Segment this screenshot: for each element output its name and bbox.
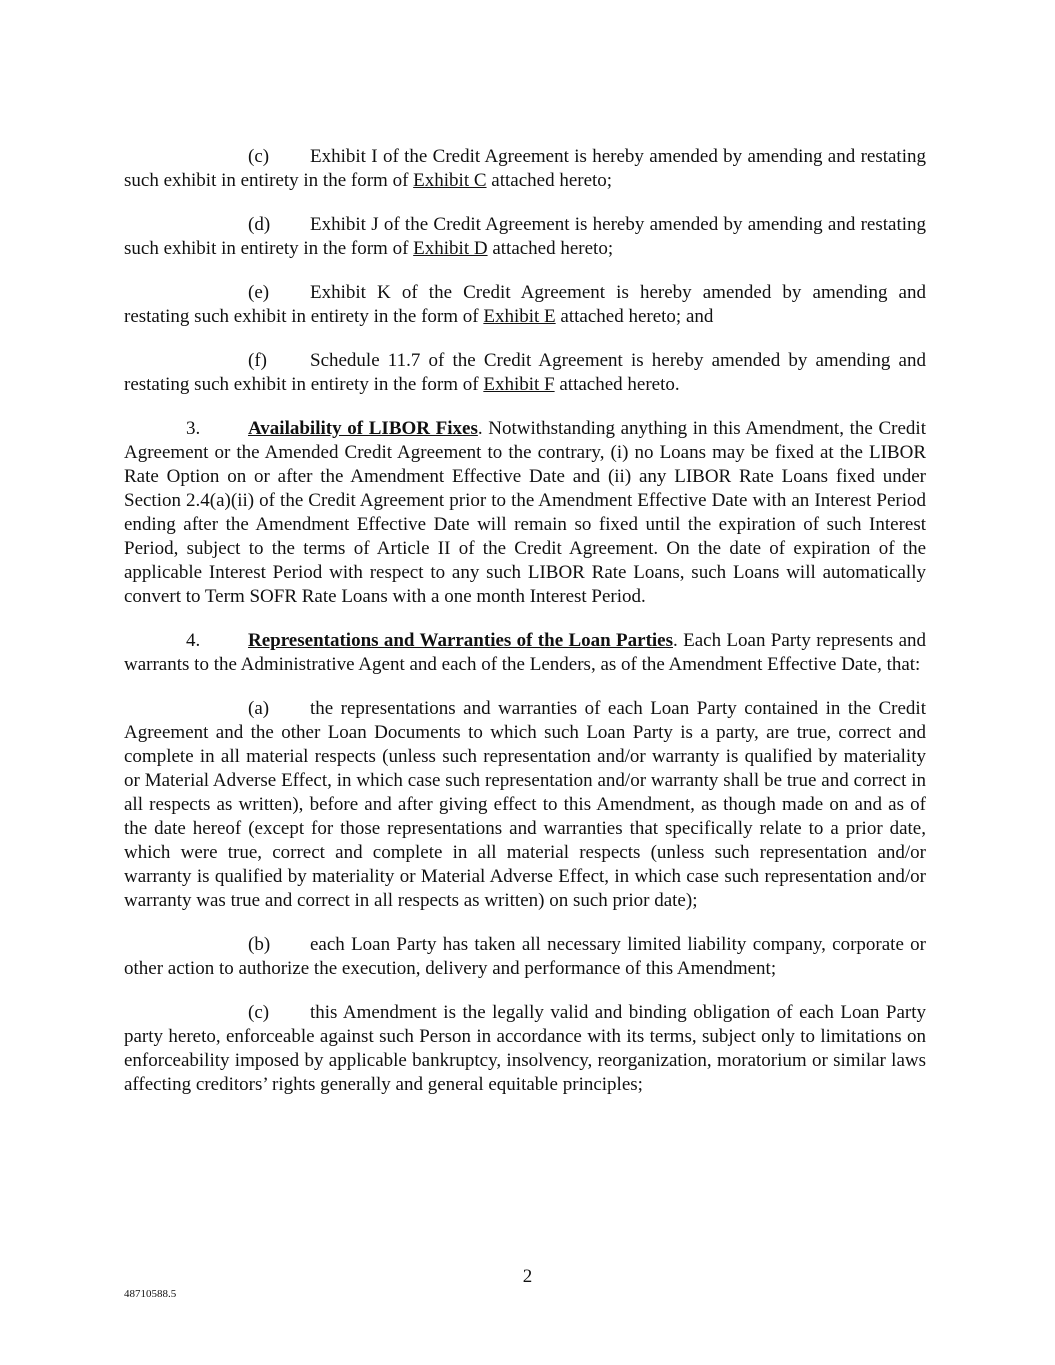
section-text: Each Loan Party represents and warrants to the Administrative Agent and each of the Lenders, as of the Amendment Effective Date, that: [124,630,926,675]
document-body [124,145,926,1117]
section-heading-punct: . [477,418,483,439]
paragraph-text-end: attached hereto; and [555,306,714,327]
paragraph-label: (c) [248,146,270,167]
paragraph-rep-c [124,1001,926,1097]
paragraph-text-end: attached hereto; [487,238,614,259]
section-heading-punct: . [673,630,678,651]
paragraph-label: (b) [248,934,271,955]
paragraph-f-schedule [124,349,926,397]
section-number: 3. [186,418,201,439]
section-heading: Availability of LIBOR Fixes [248,418,478,439]
paragraph-rep-b [124,933,926,981]
paragraph-d-exhibit-j [124,213,926,261]
paragraph-text: Exhibit K of the Credit Agreement is hereby amended by amending and restating such exhibit in entirety in the form of [124,282,926,327]
document-id: 48710588.5 [124,1288,177,1300]
paragraph-text: the representations and warranties of each Loan Party contained in the Credit Agreement and the other Loan Documents to which such Loan Party is a party, are true, correct and complete in all material respects (unless such representation and/or warranty is qualified by materiality or Material Adverse Effect, in which case such representation and/or warranty shall be true and correct in all respects as written), before and after giving effect to this Amendment, as though made on and as of the date hereof (except for those representations and warranties that specifically relate to a prior date, which were true, correct and complete in all material respects (unless such representation and/or warranty is qualified by materiality or Material Adverse Effect, in which case such representation and/or warranty was true and correct in all respects as written) on such prior date); [124,698,926,911]
section-4-representations [124,629,926,677]
page-number: 2 [522,1266,533,1287]
exhibit-reference: Exhibit D [413,238,488,259]
paragraph-label: (d) [248,214,271,235]
paragraph-text: Exhibit I of the Credit Agreement is hereby amended by amending and restating such exhibit in entirety in the form of [124,146,926,191]
paragraph-label: (a) [248,698,270,719]
paragraph-label: (e) [248,282,270,303]
exhibit-reference: Exhibit E [483,306,556,327]
paragraph-text-end: attached hereto. [554,374,680,395]
section-heading: Representations and Warranties of the Loan Parties [248,630,674,651]
paragraph-e-exhibit-k [124,281,926,329]
section-text: Notwithstanding anything in this Amendment, the Credit Agreement or the Amended Credit Agreement to the contrary, (i) no Loans may be fixed at the LIBOR Rate Option on or after the Amendment Effective Date and (ii) any LIBOR Rate Loans fixed under Section 2.4(a)(ii) of the Credit Agreement prior to the Amendment Effective Date with an Interest Period ending after the Amendment Effective Date will remain so fixed until the expiration of such Interest Period, subject to the terms of Article II of the Credit Agreement. On the date of expiration of the applicable Interest Period with respect to any such LIBOR Rate Loans, such Loans will automatically convert to Term SOFR Rate Loans with a one month Interest Period. [124,418,926,607]
paragraph-text: Schedule 11.7 of the Credit Agreement is hereby amended by amending and restating such exhibit in entirety in the form of [124,350,926,395]
paragraph-label: (c) [248,1002,270,1023]
exhibit-reference: Exhibit C [413,170,487,191]
paragraph-label: (f) [248,350,267,371]
section-number: 4. [186,630,201,651]
paragraph-text: this Amendment is the legally valid and binding obligation of each Loan Party party hereto, enforceable against such Person in accordance with its terms, subject only to limitations on enforceability imposed by applicable bankruptcy, insolvency, reorganization, moratorium or similar laws affecting creditors’ rights generally and general equitable principles; [124,1002,926,1095]
section-3-libor-fixes [124,417,926,609]
exhibit-reference: Exhibit F [483,374,555,395]
paragraph-c-exhibit-i [124,145,926,193]
paragraph-rep-a [124,697,926,913]
paragraph-text-end: attached hereto; [486,170,613,191]
paragraph-text: Exhibit J of the Credit Agreement is hereby amended by amending and restating such exhibit in entirety in the form of [124,214,926,259]
paragraph-text: each Loan Party has taken all necessary limited liability company, corporate or other action to authorize the execution, delivery and performance of this Amendment; [124,934,926,979]
